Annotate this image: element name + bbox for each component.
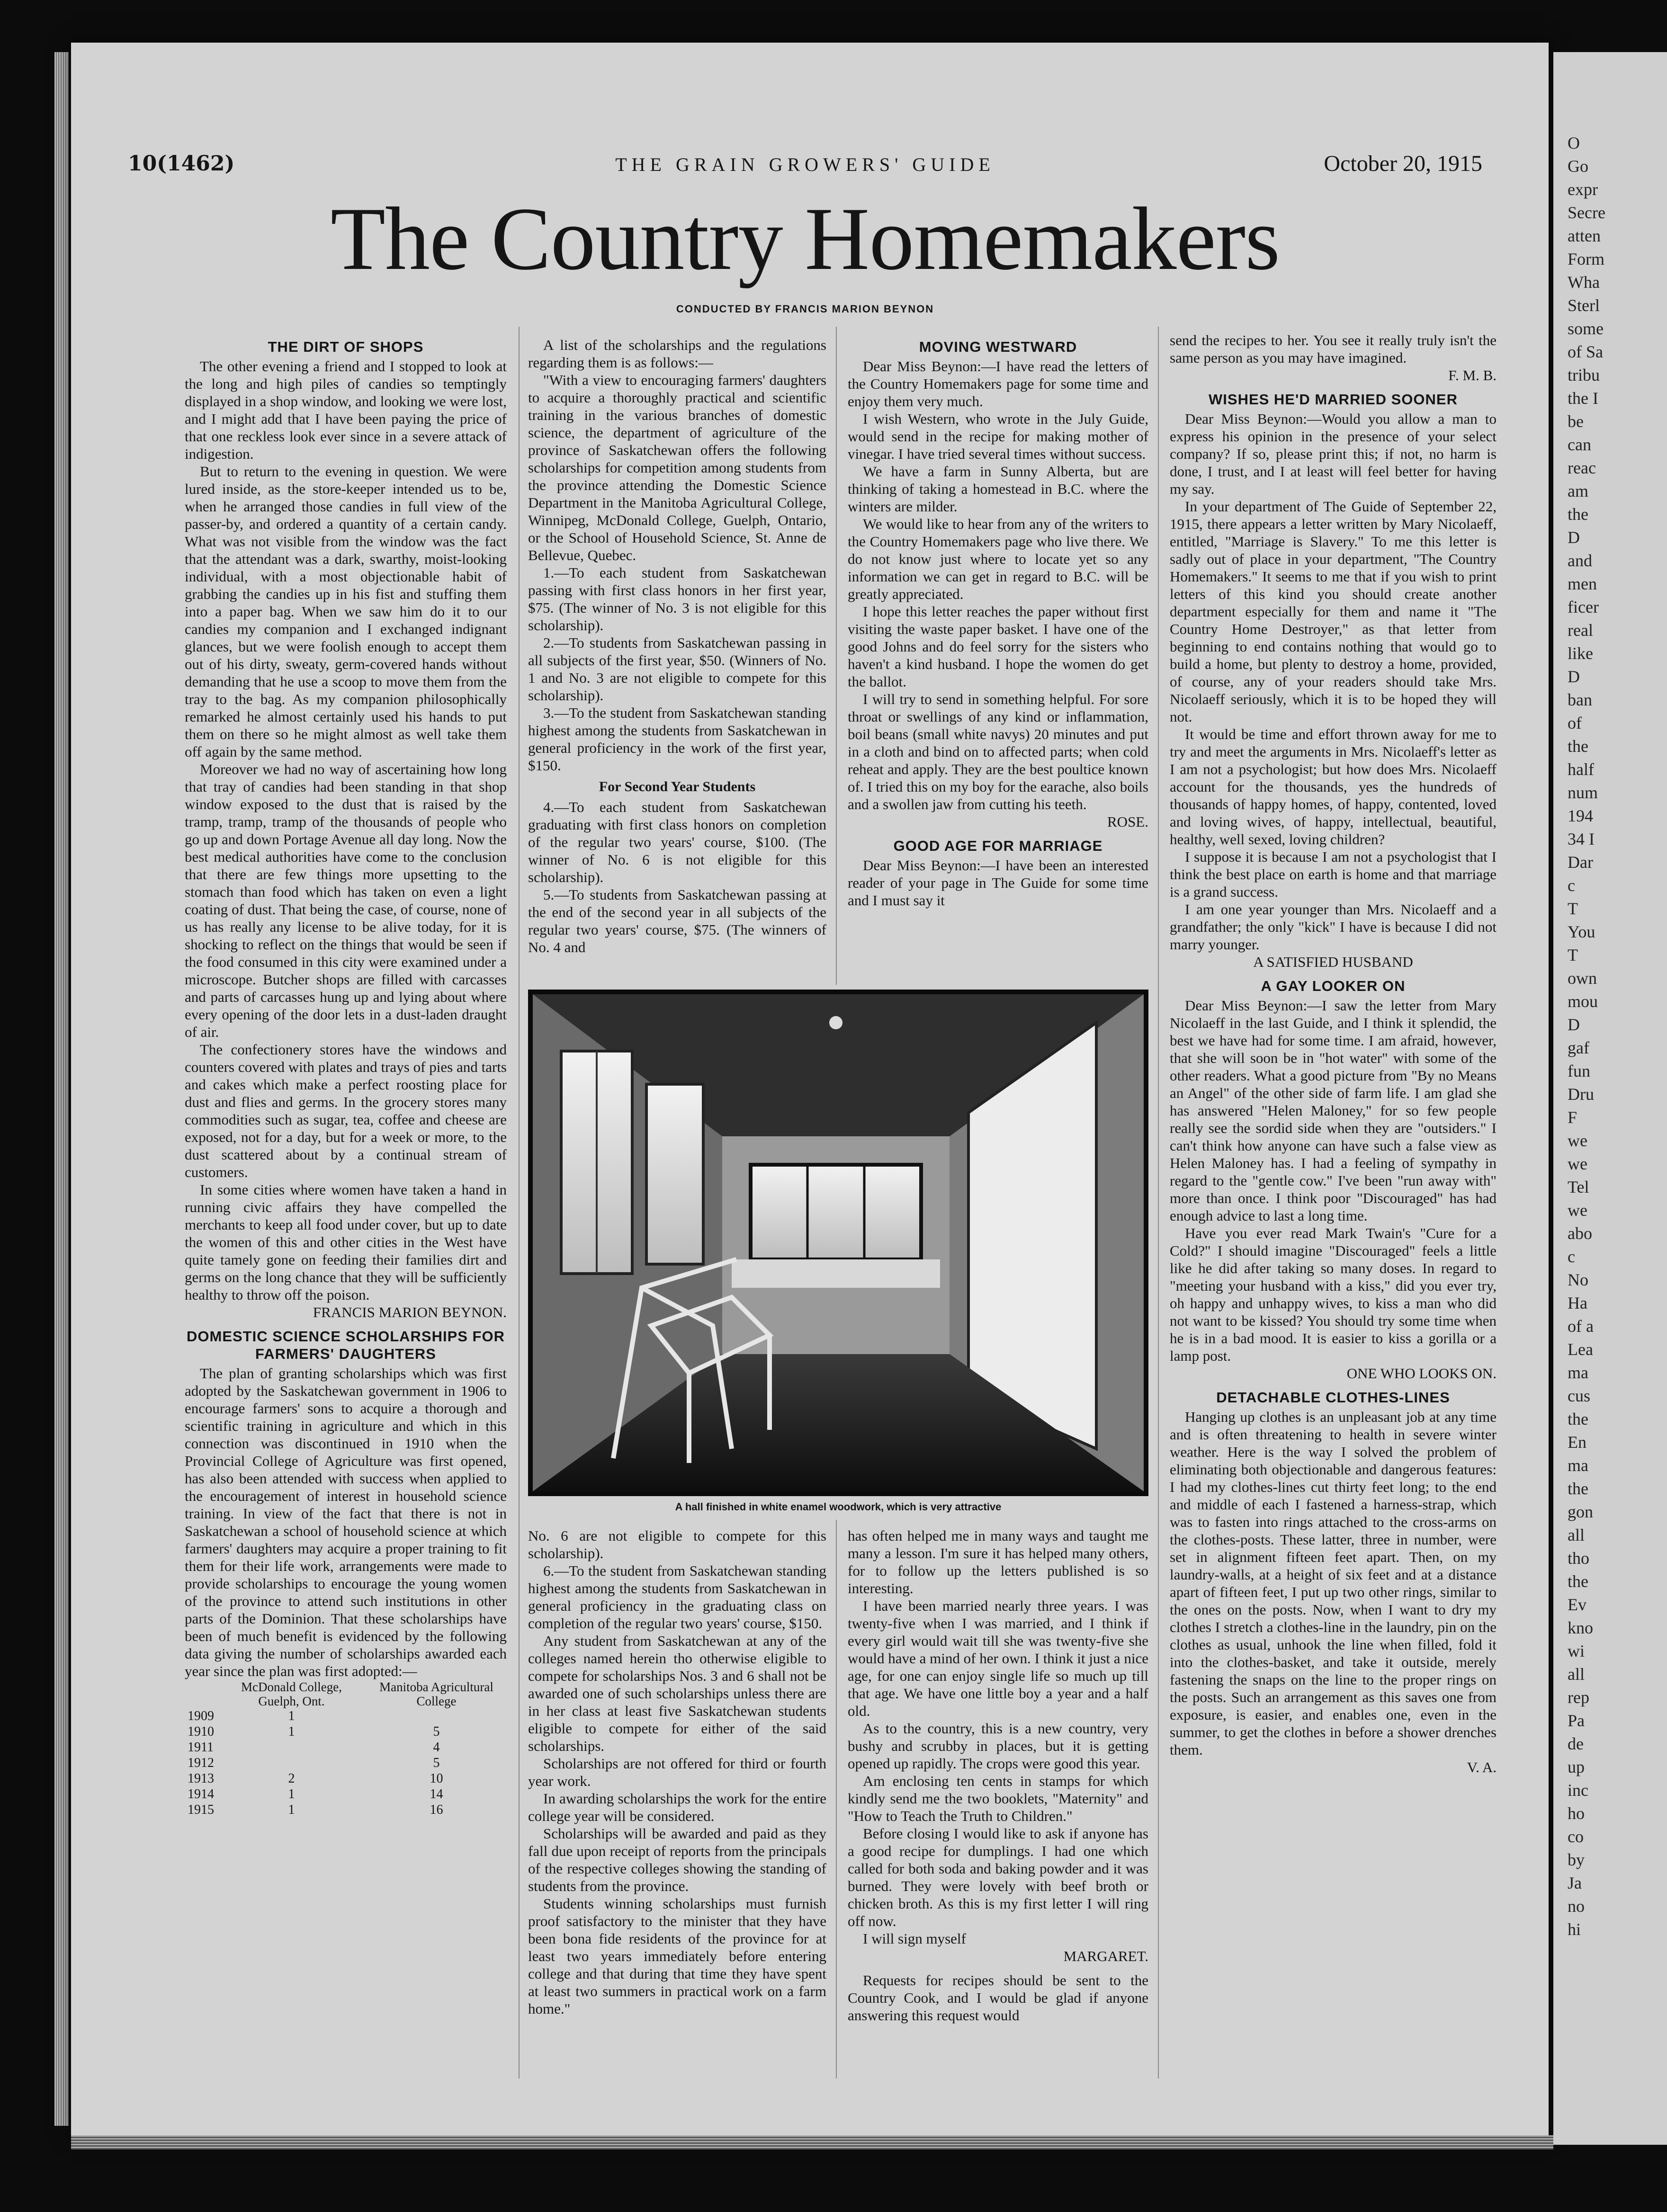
- paragraph: Moreover we had no way of ascertaining how long that tray of candies had been standing in that shop window exposed to the dust that is raised by the tramp, tramp, tramp of the thousands of people who go up and down Portage Avenue all day long. Now the best medical authorities have come to the conclusion that there are few things more upsetting to the stomach than food which has taken on even a light coating of dust. That being the case, of course, none of us has really any license to be alive today, for it is shocking to reflect on the things that would be seen if the food consumed in this city were examined under a microscope. Butcher shops are filled with carcasses and parts of carcasses hung up and lying about where every opening of the door lets in a dust-laden draught of air.: [185, 761, 507, 1040]
- paragraph: I will try to send in something helpful. For sore throat or swellings of any kind or inflammation, boil beans (small white navys) 20 minutes and put in a cloth and bind on to affected parts; when cold reheat and apply. They are the best poultice known of. I tried this on my boy for the earache, also boils and a swollen jaw from cutting his teeth.: [848, 691, 1148, 812]
- table-cell: 4: [433, 1740, 440, 1755]
- adjacent-page-fragment: the: [1568, 1479, 1588, 1498]
- scholarship-table: [185, 1680, 507, 1818]
- adjacent-page-fragment: cus: [1568, 1386, 1590, 1405]
- page-bottom-edge: [71, 2135, 1553, 2150]
- paragraph: It would be time and effort thrown away for me to try and meet the arguments in Mrs. Nicolaeff's letter as I am not a psychologist; but how does Mrs. Nicolaeff account for the thousands, yes the hundreds of thousands of happy homes, of happy, contented, loved and loving wives, of happy, intellectual, beautiful, healthy, well sexed, loving children?: [1170, 726, 1497, 847]
- adjacent-page-fragment: D: [1568, 667, 1580, 686]
- adjacent-page-fragment: D: [1568, 528, 1580, 547]
- paragraph: We would like to hear from any of the writers to the Country Homemakers page who live there. We do not know just where to locate yet so any information we can get in regard to B.C. will be greatly appreciated.: [848, 516, 1148, 602]
- adjacent-page-fragment: own: [1568, 969, 1597, 988]
- paragraph: Requests for recipes should be sent to the Country Cook, and I would be glad if anyone answering this request would: [848, 1972, 1148, 2024]
- table-cell: 1: [288, 1724, 295, 1739]
- article-heading: DOMESTIC SCIENCE SCHOLARSHIPS FOR FARMERS' DAUGHTERS: [187, 1328, 505, 1362]
- paragraph: Am enclosing ten cents in stamps for which kindly send me the two booklets, "Maternity" and "How to Teach the Truth to Children.": [848, 1773, 1148, 1824]
- adjacent-page-fragment: the: [1568, 1409, 1588, 1428]
- paragraph: Dear Miss Beynon:—I saw the letter from Mary Nicolaeff in the last Guide, and I think it splendid, the best we have had for some time. I am afraid, however, that she will soon be in "hot water" with some of the other readers. What a good picture from "By no Means an Angel" of the other side of farm life. I am glad she has answered "Helen Maloney," for so few people really see the sordid side when they are "outsiders." I can't think how anyone can have such a false view as Helen Maloney has. I had a feeling of sympathy in regard to the "gentle cow." I've been "run away with" more than once. I think poor "Discouraged" has had enough advice to last a long time.: [1170, 997, 1497, 1224]
- article-signature: V. A.: [1467, 1759, 1497, 1775]
- paragraph: I am one year younger than Mrs. Nicolaeff and a grandfather; the only "kick" I have is because I did not marry younger.: [1170, 901, 1497, 953]
- paragraph: Any student from Saskatchewan at any of the colleges named herein tho otherwise eligible to compete for scholarships Nos. 3 and 6 shall not be awarded one of such scholarships unless there are in her class at least five Saskatchewan students eligible to compete for either of the said scholarships.: [528, 1632, 826, 1754]
- adjacent-page-fragment: D: [1568, 1015, 1580, 1034]
- adjacent-page-fragment: am: [1568, 482, 1588, 500]
- adjacent-page-fragment: abo: [1568, 1224, 1592, 1243]
- article-signature: F. M. B.: [1448, 367, 1497, 384]
- adjacent-page-fragment: expr: [1568, 180, 1598, 199]
- paragraph: 2.—To students from Saskatchewan passing in all subjects of the first year, $50. (Winners of No. 1 and No. 3 are not eligible to compete for this scholarship).: [528, 634, 826, 704]
- paragraph: I wish Western, who wrote in the July Guide, would send in the recipe for making mother of vinegar. I have tried several times without success.: [848, 410, 1148, 462]
- adjacent-page-fragment: of: [1568, 714, 1582, 732]
- table-cell: 2: [288, 1771, 295, 1786]
- adjacent-page-fragment: wi: [1568, 1641, 1585, 1660]
- adjacent-page-fragment: mou: [1568, 992, 1598, 1011]
- adjacent-page-fragment: of Sa: [1568, 342, 1603, 361]
- adjacent-page-fragment: Go: [1568, 157, 1588, 176]
- column-3-top: [848, 336, 1148, 985]
- table-cell: 1912: [188, 1756, 214, 1770]
- table-row: [185, 1708, 507, 1724]
- paragraph: Dear Miss Beynon:—Would you allow a man to express his opinion in the presence of your select company? If so, please print this; if not, no harm is done, I trust, and I at least will feel better for having my say.: [1170, 410, 1497, 497]
- adjacent-page-fragment: Pa: [1568, 1711, 1585, 1730]
- article-heading: WISHES HE'D MARRIED SOONER: [1209, 391, 1458, 408]
- table-row: [185, 1802, 507, 1818]
- article-heading: A GAY LOOKER ON: [1261, 978, 1406, 994]
- paragraph: 5.—To students from Saskatchewan passing at the end of the second year in all subjects of the regular two years' course, $75. (The winners of No. 4 and: [528, 886, 826, 955]
- adjacent-page-fragment: the: [1568, 1572, 1588, 1591]
- table-header: McDonald College, Guelph, Ont.: [241, 1680, 342, 1708]
- adjacent-page-fragment: c: [1568, 876, 1575, 895]
- adjacent-page-fragment: kno: [1568, 1618, 1593, 1637]
- paragraph: 6.—To the student from Saskatchewan standing highest among the students from Saskatchewan in general proficiency in the graduating class on completion of the regular two years' course, $150.: [528, 1562, 826, 1632]
- issue-date: October 20, 1915: [1324, 151, 1482, 176]
- paragraph: I hope this letter reaches the paper without first visiting the waste paper basket. I have one of the good Johns and do feel sorry for the sisters who haven't a kind husband. I hope the women do get the ballot.: [848, 603, 1148, 690]
- adjacent-page-fragment: by: [1568, 1850, 1585, 1869]
- adjacent-page-fragment: atten: [1568, 226, 1601, 245]
- adjacent-page-fragment: ma: [1568, 1363, 1588, 1382]
- table-cell: 5: [433, 1724, 440, 1739]
- adjacent-page-fragment: Sterl: [1568, 296, 1600, 315]
- paragraph: Before closing I would like to ask if anyone has a good recipe for dumplings. I had one which called for both soda and baking powder and it was burned. They were lovely with beef broth or chicken broth. As this is my first letter I will ring off now.: [848, 1825, 1148, 1929]
- adjacent-page-fragment: we: [1568, 1154, 1587, 1173]
- adjacent-page-fragment: of a: [1568, 1317, 1594, 1336]
- adjacent-page-fragment: Wha: [1568, 273, 1600, 292]
- table-cell: [217, 1755, 366, 1771]
- byline: CONDUCTED BY FRANCIS MARION BEYNON: [676, 303, 934, 315]
- adjacent-page-fragment: real: [1568, 621, 1593, 640]
- article-signature: ONE WHO LOOKS ON.: [1346, 1365, 1497, 1382]
- table-cell: 1914: [188, 1787, 214, 1802]
- paragraph: "With a view to encouraging farmers' daughters to acquire a thoroughly practical and scientific training in the various branches of domestic science, the department of agriculture of the province of Saskatchewan offers the following scholarships for competition among students from the province attending the Domestic Science Department in the Manitoba Agricultural College, Winnipeg, McDonald College, Guelph, Ontario, or the School of Household Science, St. Anne de Bellevue, Quebec.: [528, 372, 826, 563]
- table-cell: 1910: [188, 1724, 214, 1739]
- adjacent-page-fragment: O: [1568, 134, 1580, 152]
- adjacent-page-fragment: You: [1568, 922, 1595, 941]
- column-rule: [836, 1520, 837, 2078]
- table-cell: 1909: [188, 1709, 214, 1723]
- adjacent-page-fragment: num: [1568, 783, 1598, 802]
- hallway-image: [533, 994, 1144, 1491]
- paragraph: The other evening a friend and I stopped to look at the long and high piles of candies so temptingly displayed in a shop window, and looking we were lost, and I might add that I have been paying the price of that one reckless look ever since in a severe attack of indigestion.: [185, 358, 507, 462]
- paragraph: As to the country, this is a new country, very bushy and scrubby in places, but it is getting opened up rapidly. The crops were good this year.: [848, 1720, 1148, 1772]
- column-4: [1170, 331, 1497, 2086]
- adjacent-page-fragment: T: [1568, 899, 1578, 918]
- adjacent-page-fragment: rep: [1568, 1688, 1589, 1707]
- article-heading: MOVING WESTWARD: [919, 339, 1077, 355]
- adjacent-page-fragment: ban: [1568, 690, 1592, 709]
- paragraph: The confectionery stores have the windows and counters covered with plates and trays of pies and tarts and cakes which make a perfect roosting place for dust and flies and germs. In the grocery stores many commodities such as sugar, tea, coffee and cheese are exposed, not for a day, but for a week or more, to the dust scattered about by a continual stream of customers.: [185, 1041, 507, 1180]
- paragraph: Scholarships will be awarded and paid as they fall due upon receipt of reports from the principals of the respective colleges showing the standing of students from the province.: [528, 1825, 826, 1894]
- adjacent-page-fragment: co: [1568, 1827, 1584, 1846]
- column-rule: [1158, 327, 1159, 2078]
- subheading: For Second Year Students: [599, 779, 756, 794]
- table-row: [185, 1739, 507, 1755]
- paragraph: We have a farm in Sunny Alberta, but are thinking of taking a homestead in B.C. where the winters are milder.: [848, 463, 1148, 515]
- paragraph: Scholarships are not offered for third or fourth year work.: [528, 1755, 826, 1789]
- table-cell: 1913: [188, 1771, 214, 1786]
- adjacent-page-fragment: some: [1568, 319, 1604, 338]
- adjacent-page-fragment: 194: [1568, 806, 1593, 825]
- adjacent-page-fragment: men: [1568, 574, 1597, 593]
- table-row: [185, 1755, 507, 1771]
- article-signature: MARGARET.: [1063, 1948, 1148, 1964]
- adjacent-page-fragment: c: [1568, 1247, 1575, 1266]
- paragraph: I suppose it is because I am not a psychologist that I think the best place on earth is home and that marriage is a grand success.: [1170, 848, 1497, 900]
- paragraph: In awarding scholarships the work for the entire college year will be considered.: [528, 1790, 826, 1824]
- table-row: [185, 1771, 507, 1786]
- paragraph: A list of the scholarships and the regulations regarding them is as follows:—: [528, 337, 826, 371]
- paragraph: Have you ever read Mark Twain's "Cure for a Cold?" I should imagine "Discouraged" feels a little like he did after taking so many doses. In regard to "meeting your husband with a kiss," did you ever try, oh happy and unhappy wives, to kiss a man who did not want to be kissed? You should try some time when he is in a bad mood. It is easier to kiss a gorilla or a lamp post.: [1170, 1225, 1497, 1364]
- adjacent-page-fragment: no: [1568, 1897, 1585, 1916]
- paragraph: No. 6 are not eligible to compete for this scholarship).: [528, 1527, 826, 1561]
- adjacent-page-fragment: ho: [1568, 1804, 1585, 1823]
- adjacent-page-fragment: 34 I: [1568, 830, 1595, 848]
- adjacent-page-fragment: gaf: [1568, 1038, 1589, 1057]
- paragraph: 4.—To each student from Saskatchewan graduating with first class honors on completion of the regular two years' course, $100. (The winner of No. 6 is not eligible for this scholarship).: [528, 799, 826, 885]
- adjacent-page-fragment: tribu: [1568, 366, 1600, 384]
- paragraph: 1.—To each student from Saskatchewan passing with first class honors in her first year, $75. (The winner of No. 3 is not eligible for this scholarship).: [528, 564, 826, 633]
- table-cell: 5: [433, 1756, 440, 1770]
- adjacent-page-fragment: we: [1568, 1131, 1587, 1150]
- table-row: [185, 1724, 507, 1739]
- adjacent-page-fragment: Tel: [1568, 1177, 1589, 1196]
- column-rule: [519, 327, 520, 2078]
- table-header: Manitoba Agricultural College: [379, 1680, 493, 1708]
- table-cell: 1911: [188, 1740, 214, 1755]
- column-2-bottom: [528, 1527, 826, 2086]
- article-signature: FRANCIS MARION BEYNON.: [313, 1304, 507, 1320]
- adjacent-page-fragment: and: [1568, 551, 1592, 570]
- adjacent-page-fragment: inc: [1568, 1781, 1588, 1800]
- article-heading: GOOD AGE FOR MARRIAGE: [893, 838, 1103, 854]
- table-cell: 1: [288, 1802, 295, 1817]
- table-cell: 1915: [188, 1802, 214, 1817]
- adjacent-page-fragment: reac: [1568, 458, 1596, 477]
- article-signature: ROSE.: [1107, 813, 1148, 830]
- adjacent-page-fragment: the: [1568, 505, 1588, 524]
- paragraph: 3.—To the student from Saskatchewan standing highest among the students from Saskatchewan in general proficiency in the work of the first year, $150.: [528, 705, 826, 774]
- adjacent-page-fragment: Form: [1568, 250, 1605, 268]
- adjacent-page-fragment: we: [1568, 1201, 1587, 1220]
- adjacent-page-fragment: the: [1568, 737, 1588, 756]
- adjacent-page-fragment: fun: [1568, 1061, 1590, 1080]
- table-cell: 1: [288, 1787, 295, 1802]
- article-body: [185, 357, 507, 1303]
- paragraph: Hanging up clothes is an unpleasant job at any time and is often threatening to health in severe winter weather. Here is the way I solved the problem of eliminating both objectionable and dangerous features: I had my clothes-lines cut thirty feet long; to the end and middle of each I fastened a harness-strap, which was to fasten into rings attached to the cross-arms on the clothes-posts. These latter, three in number, were set in alignment fifteen feet apart. Then, on my laundry-walls, at a height of six feet and at a distance apart of fifteen feet, I put up two other rings, similar to the ones on the posts. Now, when I want to dry my clothes I stretch a clothes-line in the laundry, pin on the clothes as usual, unhook the line when filled, fold it into the clothes-basket, and take it outside, merely fastening the snaps on the line to the proper rings on the posts. Such an arrangement as this saves one from exposure, is easier, and enables one, even in the summer, to get the clothes in before a shower drenches them.: [1170, 1409, 1497, 1758]
- adjacent-page-fragment: all: [1568, 1525, 1585, 1544]
- adjacent-page-fragment: half: [1568, 760, 1594, 779]
- adjacent-page-fragment: Lea: [1568, 1340, 1593, 1359]
- article-heading: DETACHABLE CLOTHES-LINES: [1216, 1389, 1450, 1406]
- adjacent-page-fragment: gon: [1568, 1502, 1593, 1521]
- paragraph: has often helped me in many ways and taught me many a lesson. I'm sure it has helped many others, for to follow up the letters published is so interesting.: [848, 1527, 1148, 1597]
- adjacent-page-fragment: T: [1568, 945, 1578, 964]
- column-rule: [836, 327, 837, 985]
- adjacent-page-fragment: can: [1568, 435, 1591, 454]
- table-cell: 1: [288, 1709, 295, 1723]
- paragraph: I have been married nearly three years. I was twenty-five when I was married, and I think if every girl would wait till she was twenty-five she would have a mind of her own. I think it just a nice age, for one can enjoy single life so much up till that age. We have one little boy a year and a half old.: [848, 1597, 1148, 1719]
- table-cell: 16: [430, 1802, 443, 1817]
- adjacent-page-fragment: all: [1568, 1665, 1585, 1684]
- adjacent-page-fragment: ficer: [1568, 598, 1599, 616]
- page-title: The Country Homemakers: [330, 189, 1280, 289]
- column-2-top: [528, 336, 826, 985]
- column-1: [185, 336, 507, 2088]
- adjacent-page-fragment: No: [1568, 1270, 1588, 1289]
- paragraph: Dear Miss Beynon:—I have read the letters of the Country Homemakers page for some time and enjoy them very much.: [848, 358, 1148, 410]
- paragraph: In some cities where women have taken a hand in running civic affairs they have compelled the merchants to keep all food under cover, but up to date the women of this and other cities in the West have quite tamely gone on feeding their families dirt and germs on the long chance that they will be sufficiently healthy to throw off the poison.: [185, 1181, 507, 1303]
- adjacent-page-fragment: Ja: [1568, 1873, 1582, 1892]
- adjacent-page-fragment: tho: [1568, 1549, 1590, 1568]
- paragraph: I will sign myself: [863, 1930, 966, 1947]
- article-heading: THE DIRT OF SHOPS: [268, 339, 424, 355]
- photo-caption: A hall finished in white enamel woodwork, which is very attractive: [675, 1501, 1002, 1513]
- adjacent-page-fragment: like: [1568, 644, 1593, 663]
- paragraph: But to return to the evening in question. We were lured inside, as the store-keeper intended us to be, when he arranged those candies in full view of the passer-by, and ordered a quantity of a certain candy. What was not visible from the window was the fact that the attendant was a dark, swarthy, moist-looking individual, with a most objectionable habit of grabbing the candies up in his fist and stuffing them into a paper bag. When we saw him do it to our candies my companion and I exchanged indignant glances, but we were foolish enough to accept them out of his dirty, sweaty, germ-covered hands without demanding that he use a scoop to move them from the tray to the bag. As my companion philosophically remarked he almost certainly used his hands to put them on there so he might almost as well take them off again by the same method.: [185, 463, 507, 760]
- journal-name: THE GRAIN GROWERS' GUIDE: [615, 154, 995, 175]
- table-cell: 10: [430, 1771, 443, 1786]
- paragraph: send the recipes to her. You see it really truly isn't the same person as you may have imagined.: [1170, 332, 1497, 366]
- adjacent-page-fragment: F: [1568, 1108, 1577, 1127]
- table-cell: 14: [430, 1787, 443, 1802]
- adjacent-page-fragment: Ha: [1568, 1293, 1587, 1312]
- page-number: 10(1462): [128, 152, 235, 176]
- adjacent-page-fragment: Dru: [1568, 1085, 1594, 1104]
- adjacent-page-fragment: Dar: [1568, 853, 1593, 872]
- column-3-bottom: [848, 1527, 1148, 2086]
- adjacent-page-fragment: En: [1568, 1433, 1586, 1452]
- adjacent-page-fragment: be: [1568, 412, 1584, 431]
- adjacent-page-fragment: hi: [1568, 1920, 1581, 1939]
- masthead: [128, 147, 1482, 180]
- adjacent-page-fragment: de: [1568, 1734, 1584, 1753]
- adjacent-page: [1553, 52, 1667, 2145]
- hallway-photo: [528, 990, 1148, 1496]
- paragraph: Students winning scholarships must furnish proof satisfactory to the minister that they have been bona fide residents of the province for at least two years immediately before entering college and that during that time they have spent at least two summers in practical work on a farm home.": [528, 1895, 826, 2017]
- paragraph: The plan of granting scholarships which was first adopted by the Saskatchewan government in 1906 to encourage farmers' sons to acquire a thorough and scientific training in agriculture and which in this connection was discontinued in 1910 when the Provincial College of Agriculture was first opened, has also been attended with success when applied to the encouragement of interest in household science training. In view of the fact that there is not in Saskatchewan a school of household science at which farmers' daughters may acquire a proper training to fit them for their life work, arrangements were made to provide scholarships to encourage the young women of the province to attend such institutions in other parts of the Dominion. That these scholarships have been of much benefit is evidenced by the following data giving the number of scholarships awarded each year since the plan was first adopted:—: [185, 1365, 507, 1679]
- adjacent-page-fragment: up: [1568, 1757, 1585, 1776]
- adjacent-page-fragment: Ev: [1568, 1595, 1586, 1614]
- adjacent-page-fragment: ma: [1568, 1456, 1588, 1475]
- adjacent-page-fragment: Secre: [1568, 203, 1605, 222]
- page-edges: [54, 52, 69, 2126]
- article-signature: A SATISFIED HUSBAND: [1253, 954, 1413, 970]
- table-cell: [217, 1739, 366, 1755]
- paragraph: In your department of The Guide of September 22, 1915, there appears a letter written by Mary Nicolaeff, entitled, "Marriage is Slavery." To me this letter is sadly out of place in your department, "The Country Homemakers." It seems to me that if you wish to print letters of this kind you should create another department especially for them and name it "The Country Home Destroyer," as that letter from beginning to end contains nothing that would go to build a home, but plenty to destroy a home, provided, of course, any of your readers should take Mrs. Nicolaeff seriously, which it is to be hoped they will not.: [1170, 498, 1497, 725]
- paragraph: Dear Miss Beynon:—I have been an interested reader of your page in The Guide for some time and I must say it: [848, 857, 1148, 909]
- table-row: [185, 1786, 507, 1802]
- adjacent-page-fragment: the I: [1568, 389, 1598, 408]
- table-cell: [366, 1708, 507, 1724]
